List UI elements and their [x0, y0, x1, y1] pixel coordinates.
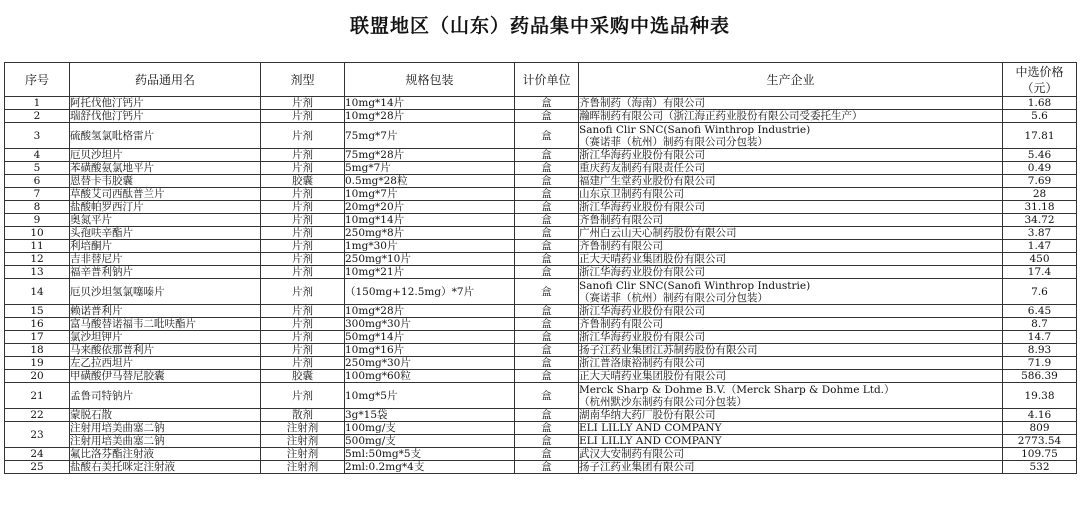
manufacturer-line: ELI LILLY AND COMPANY [579, 422, 722, 434]
unit-cell: 盒 [515, 305, 579, 318]
dosage-form-cell: 片剂 [261, 149, 345, 162]
spec-cell: 0.5mg*28粒 [345, 175, 515, 188]
spec-cell: 50mg*14片 [345, 331, 515, 344]
seq-cell: 10 [5, 227, 70, 240]
spec-cell: （150mg+12.5mg）*7片 [345, 279, 515, 305]
table-row [5, 461, 1077, 474]
manufacturer-line: Sanofi Clir SNC(Sanofi Winthrop Industrie) [579, 123, 811, 136]
dosage-form-cell: 片剂 [261, 201, 345, 214]
spec-cell: 1mg*30片 [345, 240, 515, 253]
seq-cell: 23 [5, 422, 70, 448]
seq-cell: 9 [5, 214, 70, 227]
manufacturer-line: 齐鲁制药（海南）有限公司 [579, 97, 705, 109]
table-row [5, 214, 1077, 227]
spec-cell: 2ml:0.2mg*4支 [345, 461, 515, 474]
unit-cell: 盒 [515, 240, 579, 253]
dosage-form-cell: 片剂 [261, 123, 345, 149]
header-price-unit: （元） [1021, 80, 1058, 95]
manufacturer-line: 扬子江药业集团有限公司 [579, 461, 695, 473]
spec-cell: 300mg*30片 [345, 318, 515, 331]
manufacturer-line: 齐鲁制药有限公司 [579, 240, 663, 252]
seq-cell: 25 [5, 461, 70, 474]
manufacturer-cell [579, 318, 1003, 331]
drug-name-cell: 头孢呋辛酯片 [70, 227, 261, 240]
seq-cell: 1 [5, 97, 70, 110]
manufacturer-cell [579, 370, 1003, 383]
unit-cell: 盒 [515, 201, 579, 214]
table-row [5, 279, 1077, 305]
spec-cell: 20mg*20片 [345, 201, 515, 214]
spec-cell: 10mg*14片 [345, 97, 515, 110]
manufacturer-line: Sanofi Clir SNC(Sanofi Winthrop Industrie) [579, 279, 811, 292]
price-cell: 6.45 [1003, 305, 1077, 318]
unit-cell: 盒 [515, 331, 579, 344]
seq-cell: 2 [5, 110, 70, 123]
manufacturer-cell [579, 305, 1003, 318]
dosage-form-cell: 片剂 [261, 305, 345, 318]
manufacturer-line: 浙江华海药业股份有限公司 [579, 149, 705, 161]
dosage-form-cell: 注射剂 [261, 435, 345, 448]
header-seq: 序号 [5, 63, 70, 97]
page-title: 联盟地区（山东）药品集中采购中选品种表 [349, 15, 730, 37]
dosage-form-cell: 片剂 [261, 110, 345, 123]
header-price [1003, 63, 1077, 97]
table-row [5, 240, 1077, 253]
unit-cell: 盒 [515, 461, 579, 474]
manufacturer-line: ELI LILLY AND COMPANY [579, 435, 722, 447]
spec-cell: 10mg*21片 [345, 266, 515, 279]
header-unit: 计价单位 [515, 63, 579, 97]
drug-name-cell: 硫酸氢氯吡格雷片 [70, 123, 261, 149]
unit-cell: 盒 [515, 253, 579, 266]
drug-name-cell: 厄贝沙坦片 [70, 149, 261, 162]
unit-cell: 盒 [515, 370, 579, 383]
spec-cell: 100mg/支 [345, 422, 515, 435]
price-cell: 31.18 [1003, 201, 1077, 214]
table-row [5, 435, 1077, 448]
dosage-form-cell: 片剂 [261, 97, 345, 110]
table-row [5, 97, 1077, 110]
dosage-form-cell: 注射剂 [261, 448, 345, 461]
spec-cell: 250mg*10片 [345, 253, 515, 266]
drug-name-cell: 福辛普利钠片 [70, 266, 261, 279]
dosage-form-cell: 片剂 [261, 214, 345, 227]
dosage-form-cell: 注射剂 [261, 461, 345, 474]
dosage-form-cell: 片剂 [261, 344, 345, 357]
unit-cell: 盒 [515, 422, 579, 435]
manufacturer-line: 浙江华海药业股份有限公司 [579, 201, 705, 213]
price-cell: 450 [1003, 253, 1077, 266]
manufacturer-cell [579, 383, 1003, 409]
header-form: 剂型 [261, 63, 345, 97]
dosage-form-cell: 片剂 [261, 188, 345, 201]
seq-cell: 7 [5, 188, 70, 201]
drug-name-cell: 左乙拉西坦片 [70, 357, 261, 370]
header-maker: 生产企业 [579, 63, 1003, 97]
manufacturer-line: 浙江华海药业股份有限公司 [579, 331, 705, 343]
spec-cell: 10mg*7片 [345, 188, 515, 201]
spec-cell: 500mg/支 [345, 435, 515, 448]
spec-cell: 5mg*7片 [345, 162, 515, 175]
drug-name-cell: 注射用培美曲塞二钠 [70, 422, 261, 435]
dosage-form-cell: 片剂 [261, 253, 345, 266]
spec-cell: 250mg*30片 [345, 357, 515, 370]
drug-name-cell: 孟鲁司特钠片 [70, 383, 261, 409]
table-row [5, 149, 1077, 162]
manufacturer-cell [579, 149, 1003, 162]
seq-cell: 24 [5, 448, 70, 461]
price-cell: 1.47 [1003, 240, 1077, 253]
seq-cell: 15 [5, 305, 70, 318]
drug-name-cell: 氯沙坦钾片 [70, 331, 261, 344]
table-row [5, 409, 1077, 422]
spec-cell: 10mg*5片 [345, 383, 515, 409]
spec-cell: 250mg*8片 [345, 227, 515, 240]
seq-cell: 13 [5, 266, 70, 279]
unit-cell: 盒 [515, 227, 579, 240]
drug-name-cell: 草酸艾司西酞普兰片 [70, 188, 261, 201]
table-row [5, 448, 1077, 461]
price-cell: 5.6 [1003, 110, 1077, 123]
spec-cell: 10mg*28片 [345, 110, 515, 123]
drug-name-cell: 氟比洛芬酯注射液 [70, 448, 261, 461]
spec-cell: 10mg*16片 [345, 344, 515, 357]
manufacturer-line: Merck Sharp & Dohme B.V.（Merck Sharp & Dohme Ltd.） [579, 383, 895, 396]
table-row [5, 162, 1077, 175]
drug-name-cell: 奥氮平片 [70, 214, 261, 227]
table-row [5, 227, 1077, 240]
drug-name-cell: 恩替卡韦胶囊 [70, 175, 261, 188]
table-body [5, 97, 1077, 474]
dosage-form-cell: 片剂 [261, 331, 345, 344]
table-row [5, 344, 1077, 357]
manufacturer-line: 瀚晖制药有限公司（浙江海正药业股份有限公司受委托生产） [579, 110, 863, 122]
unit-cell: 盒 [515, 162, 579, 175]
table-row [5, 357, 1077, 370]
spec-cell: 3g*15袋 [345, 409, 515, 422]
manufacturer-line: 齐鲁制药有限公司 [579, 214, 663, 226]
price-cell: 14.7 [1003, 331, 1077, 344]
header-price-label: 中选价格 [1015, 64, 1064, 79]
dosage-form-cell: 胶囊 [261, 370, 345, 383]
manufacturer-line: （赛诺菲（杭州）制药有限公司分包装） [579, 291, 768, 304]
unit-cell: 盒 [515, 175, 579, 188]
dosage-form-cell: 片剂 [261, 318, 345, 331]
manufacturer-cell [579, 240, 1003, 253]
unit-cell: 盒 [515, 383, 579, 409]
dosage-form-cell: 片剂 [261, 162, 345, 175]
price-cell: 809 [1003, 422, 1077, 435]
spec-cell: 10mg*14片 [345, 214, 515, 227]
drug-name-cell: 甲磺酸伊马替尼胶囊 [70, 370, 261, 383]
manufacturer-line: 齐鲁制药有限公司 [579, 318, 663, 330]
drug-name-cell: 厄贝沙坦氢氯噻嗪片 [70, 279, 261, 305]
manufacturer-line: 广州白云山天心制药股份有限公司 [579, 227, 737, 239]
price-cell: 3.87 [1003, 227, 1077, 240]
table-row [5, 331, 1077, 344]
seq-cell: 11 [5, 240, 70, 253]
price-cell: 71.9 [1003, 357, 1077, 370]
table-row [5, 422, 1077, 435]
table-row [5, 188, 1077, 201]
header-row [5, 63, 1077, 97]
manufacturer-line: 山东京卫制药有限公司 [579, 188, 684, 200]
manufacturer-cell [579, 409, 1003, 422]
manufacturer-cell [579, 214, 1003, 227]
seq-cell: 5 [5, 162, 70, 175]
manufacturer-cell [579, 253, 1003, 266]
seq-cell: 4 [5, 149, 70, 162]
table-row [5, 110, 1077, 123]
drug-name-cell: 赖诺普利片 [70, 305, 261, 318]
drug-name-cell: 阿托伐他汀钙片 [70, 97, 261, 110]
unit-cell: 盒 [515, 266, 579, 279]
unit-cell: 盒 [515, 149, 579, 162]
manufacturer-cell [579, 435, 1003, 448]
manufacturer-cell [579, 162, 1003, 175]
dosage-form-cell: 片剂 [261, 279, 345, 305]
drug-name-cell: 利培酮片 [70, 240, 261, 253]
spec-cell: 5ml:50mg*5支 [345, 448, 515, 461]
unit-cell: 盒 [515, 110, 579, 123]
price-cell: 1.68 [1003, 97, 1077, 110]
dosage-form-cell: 散剂 [261, 409, 345, 422]
dosage-form-cell: 片剂 [261, 266, 345, 279]
price-cell: 109.75 [1003, 448, 1077, 461]
header-name: 药品通用名 [70, 63, 261, 97]
price-cell: 532 [1003, 461, 1077, 474]
seq-cell: 22 [5, 409, 70, 422]
seq-cell: 8 [5, 201, 70, 214]
table-row [5, 175, 1077, 188]
dosage-form-cell: 注射剂 [261, 422, 345, 435]
manufacturer-line: 武汉大安制药有限公司 [579, 448, 684, 460]
manufacturer-line: 湖南华纳大药厂股份有限公司 [579, 409, 716, 421]
price-cell: 0.49 [1003, 162, 1077, 175]
manufacturer-cell [579, 461, 1003, 474]
spec-cell: 75mg*7片 [345, 123, 515, 149]
price-cell: 5.46 [1003, 149, 1077, 162]
price-cell: 17.4 [1003, 266, 1077, 279]
price-cell: 8.93 [1003, 344, 1077, 357]
unit-cell: 盒 [515, 344, 579, 357]
manufacturer-cell [579, 123, 1003, 149]
manufacturer-line: 福建广生堂药业股份有限公司 [579, 175, 716, 187]
price-cell: 17.81 [1003, 123, 1077, 149]
seq-cell: 6 [5, 175, 70, 188]
seq-cell: 17 [5, 331, 70, 344]
manufacturer-line: （杭州默沙东制药有限公司分包装） [579, 395, 747, 408]
manufacturer-line: 正大天晴药业集团股份有限公司 [579, 370, 726, 382]
unit-cell: 盒 [515, 214, 579, 227]
spec-cell: 75mg*28片 [345, 149, 515, 162]
manufacturer-line: 浙江华海药业股份有限公司 [579, 266, 705, 278]
spec-cell: 10mg*28片 [345, 305, 515, 318]
seq-cell: 21 [5, 383, 70, 409]
unit-cell: 盒 [515, 97, 579, 110]
drug-name-cell: 苯磺酸氨氯地平片 [70, 162, 261, 175]
seq-cell: 16 [5, 318, 70, 331]
unit-cell: 盒 [515, 188, 579, 201]
manufacturer-cell [579, 110, 1003, 123]
price-cell: 4.16 [1003, 409, 1077, 422]
price-cell: 34.72 [1003, 214, 1077, 227]
manufacturer-line: 正大天晴药业集团股份有限公司 [579, 253, 726, 265]
price-cell: 7.6 [1003, 279, 1077, 305]
price-cell: 7.69 [1003, 175, 1077, 188]
manufacturer-cell [579, 357, 1003, 370]
seq-cell: 20 [5, 370, 70, 383]
seq-cell: 12 [5, 253, 70, 266]
table-row [5, 383, 1077, 409]
spec-cell: 100mg*60粒 [345, 370, 515, 383]
drug-name-cell: 瑞舒伐他汀钙片 [70, 110, 261, 123]
unit-cell: 盒 [515, 409, 579, 422]
manufacturer-cell [579, 331, 1003, 344]
manufacturer-line: （赛诺菲（杭州）制药有限公司分包装） [579, 135, 768, 148]
drug-name-cell: 吉非替尼片 [70, 253, 261, 266]
seq-cell: 3 [5, 123, 70, 149]
manufacturer-cell [579, 266, 1003, 279]
seq-cell: 19 [5, 357, 70, 370]
price-cell: 28 [1003, 188, 1077, 201]
manufacturer-cell [579, 175, 1003, 188]
drug-name-cell: 蒙脱石散 [70, 409, 261, 422]
manufacturer-cell [579, 201, 1003, 214]
unit-cell: 盒 [515, 448, 579, 461]
manufacturer-cell [579, 344, 1003, 357]
dosage-form-cell: 片剂 [261, 240, 345, 253]
drug-name-cell: 马来酸依那普利片 [70, 344, 261, 357]
dosage-form-cell: 片剂 [261, 383, 345, 409]
price-cell: 8.7 [1003, 318, 1077, 331]
manufacturer-line: 重庆药友制药有限责任公司 [579, 162, 705, 174]
seq-cell: 14 [5, 279, 70, 305]
unit-cell: 盒 [515, 357, 579, 370]
dosage-form-cell: 片剂 [261, 357, 345, 370]
manufacturer-line: 浙江华海药业股份有限公司 [579, 305, 705, 317]
unit-cell: 盒 [515, 123, 579, 149]
table-row [5, 370, 1077, 383]
manufacturer-cell [579, 188, 1003, 201]
unit-cell: 盒 [515, 318, 579, 331]
table-row [5, 305, 1077, 318]
drug-name-cell: 注射用培美曲塞二钠 [70, 435, 261, 448]
manufacturer-cell [579, 97, 1003, 110]
manufacturer-cell [579, 448, 1003, 461]
dosage-form-cell: 片剂 [261, 227, 345, 240]
unit-cell: 盒 [515, 279, 579, 305]
drug-name-cell: 盐酸右美托咪定注射液 [70, 461, 261, 474]
manufacturer-cell [579, 279, 1003, 305]
table-row [5, 266, 1077, 279]
manufacturer-cell [579, 422, 1003, 435]
drug-name-cell: 富马酸替诺福韦二吡呋酯片 [70, 318, 261, 331]
drug-name-cell: 盐酸帕罗西汀片 [70, 201, 261, 214]
seq-cell: 18 [5, 344, 70, 357]
price-cell: 2773.54 [1003, 435, 1077, 448]
price-cell: 586.39 [1003, 370, 1077, 383]
price-cell: 19.38 [1003, 383, 1077, 409]
header-spec: 规格包装 [345, 63, 515, 97]
manufacturer-line: 浙江普洛康裕制药有限公司 [579, 357, 705, 369]
unit-cell: 盒 [515, 435, 579, 448]
manufacturer-cell [579, 227, 1003, 240]
table-row [5, 201, 1077, 214]
drug-table [4, 62, 1077, 474]
table-row [5, 318, 1077, 331]
table-row [5, 123, 1077, 149]
dosage-form-cell: 胶囊 [261, 175, 345, 188]
manufacturer-line: 扬子江药业集团江苏制药股份有限公司 [579, 344, 758, 356]
table-row [5, 253, 1077, 266]
